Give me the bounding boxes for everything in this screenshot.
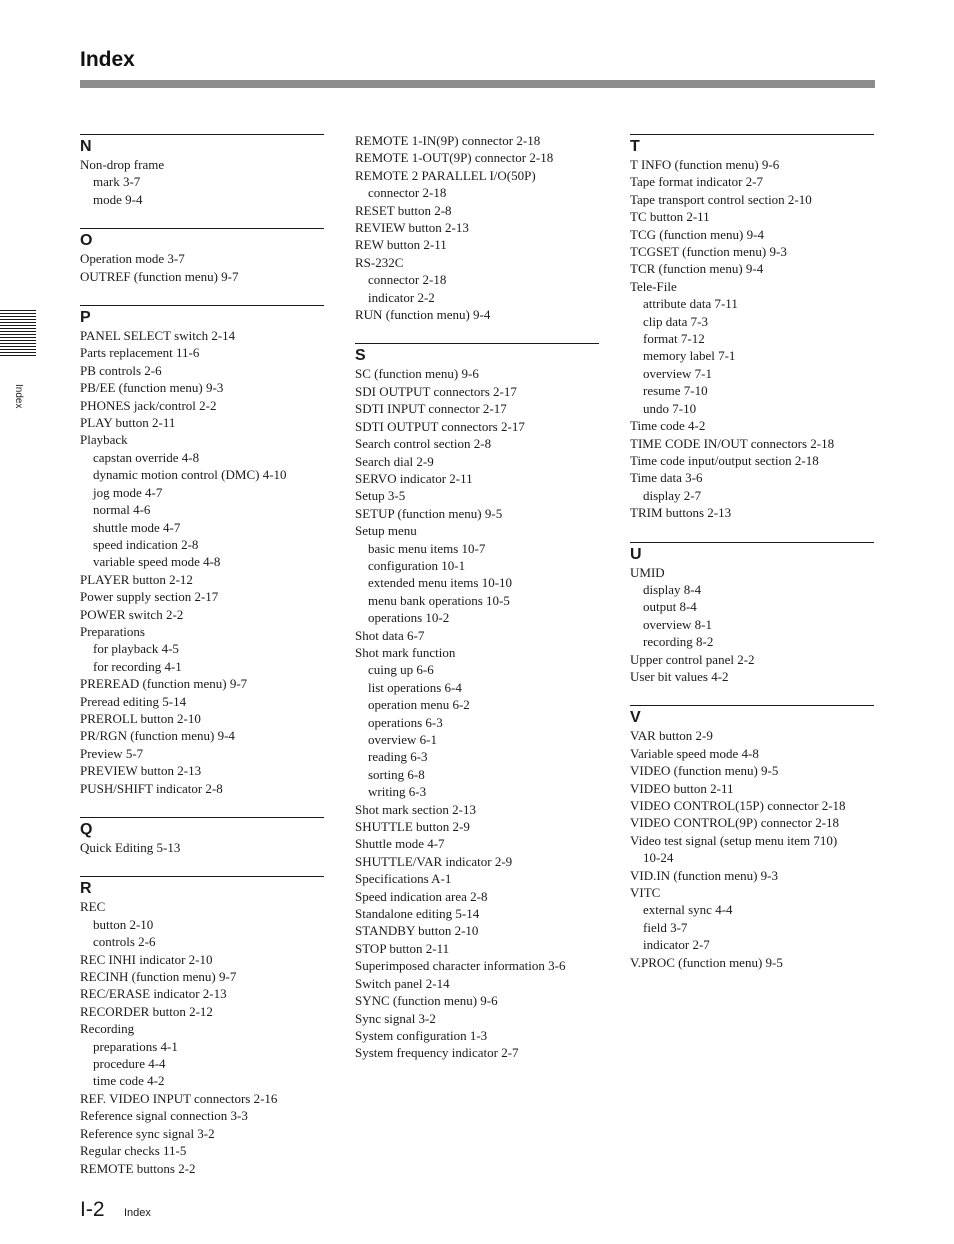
index-subentry: list operations 6-4	[368, 679, 462, 695]
index-entry: Time code input/output section 2-18	[630, 452, 819, 468]
index-subentry: speed indication 2-8	[93, 536, 199, 552]
index-subentry: time code 4-2	[93, 1073, 165, 1089]
index-entry: T INFO (function menu) 9-6	[630, 157, 780, 172]
page-number: I-2	[80, 1198, 105, 1221]
index-entry: RECORDER button 2-12	[80, 1003, 213, 1019]
index-entry-list	[630, 727, 874, 971]
index-entry: Superimposed character information 3-6	[355, 958, 566, 974]
index-entry: 10-24	[643, 850, 674, 866]
index-entry: TRIM buttons 2-13	[630, 505, 732, 521]
index-entry: Search control section 2-8	[355, 436, 492, 452]
index-entry: PLAY button 2-11	[80, 415, 176, 431]
index-entry: REW button 2-11	[355, 237, 447, 253]
index-subentry: output 8-4	[643, 599, 697, 615]
index-subentry: preparations 4-1	[93, 1038, 178, 1054]
index-section-v	[630, 705, 874, 971]
index-entry: Setup menu	[355, 523, 417, 539]
title-rule-bar	[80, 80, 875, 88]
index-entry-list	[80, 250, 324, 285]
index-entry: Variable speed mode 4-8	[630, 745, 759, 761]
index-entry: REVIEW button 2-13	[355, 220, 469, 236]
index-subentry: display 2-7	[643, 487, 702, 503]
index-subentry: controls 2-6	[93, 934, 156, 950]
index-entry: POWER switch 2-2	[80, 606, 184, 622]
index-section-u	[630, 542, 874, 686]
index-subentry: configuration 10-1	[368, 557, 466, 573]
index-entry: VITC	[630, 885, 661, 901]
index-entry: Operation mode 3-7	[80, 251, 185, 267]
index-entry: REMOTE 1-IN(9P) connector 2-18	[355, 133, 541, 148]
index-subentry: format 7-12	[643, 331, 705, 347]
index-section-q	[80, 817, 324, 856]
index-entry: System frequency indicator 2-7	[355, 1045, 519, 1061]
index-entry: UMID	[630, 564, 665, 580]
index-entry: TC button 2-11	[630, 209, 710, 225]
index-entry: Search dial 2-9	[355, 453, 434, 469]
index-subentry: mark 3-7	[93, 174, 141, 190]
index-entry: REC INHI indicator 2-10	[80, 951, 213, 967]
section-letter-heading: V	[630, 709, 641, 727]
index-entry: Tele-File	[630, 278, 677, 294]
index-entry: Shot data 6-7	[355, 627, 425, 643]
index-section-continued	[355, 132, 599, 323]
index-subentry: for recording 4-1	[93, 658, 182, 674]
index-subentry: reading 6-3	[368, 749, 428, 765]
index-entry: REF. VIDEO INPUT connectors 2-16	[80, 1090, 278, 1106]
footer-section-label: Index	[124, 1207, 151, 1219]
index-entry: Parts replacement 11-6	[80, 345, 200, 361]
index-entry: PUSH/SHIFT indicator 2-8	[80, 780, 223, 796]
index-entry-list	[80, 327, 324, 797]
index-entry: SETUP (function menu) 9-5	[355, 505, 503, 521]
index-entry: Speed indication area 2-8	[355, 888, 488, 904]
index-entry-list	[630, 564, 874, 686]
index-entry-list	[355, 365, 599, 1061]
index-entry: PHONES jack/control 2-2	[80, 397, 217, 413]
index-subentry: connector 2-18	[368, 185, 447, 201]
index-entry: Time data 3-6	[630, 470, 703, 486]
index-entry: System configuration 1-3	[355, 1027, 488, 1043]
index-entry: PB controls 2-6	[80, 362, 162, 378]
index-entry: SYNC (function menu) 9-6	[355, 993, 498, 1009]
index-subentry: operation menu 6-2	[368, 697, 470, 713]
index-subentry: memory label 7-1	[643, 348, 736, 364]
index-subentry: external sync 4-4	[643, 902, 733, 918]
index-entry-list	[80, 898, 324, 1177]
index-entry: STANDBY button 2-10	[355, 923, 479, 939]
index-entry-list	[630, 156, 874, 522]
index-subentry: shuttle mode 4-7	[93, 519, 181, 535]
index-entry: Regular checks 11-5	[80, 1143, 187, 1159]
index-entry: Time code 4-2	[630, 418, 706, 434]
index-subentry: cuing up 6-6	[368, 662, 434, 678]
index-subentry: mode 9-4	[93, 191, 143, 207]
index-entry: RUN (function menu) 9-4	[355, 307, 491, 323]
index-entry: VIDEO CONTROL(9P) connector 2-18	[630, 815, 840, 831]
index-entry: TCGSET (function menu) 9-3	[630, 244, 787, 260]
index-section-s	[355, 343, 599, 1061]
index-entry: SHUTTLE/VAR indicator 2-9	[355, 853, 513, 869]
index-entry: SC (function menu) 9-6	[355, 366, 479, 382]
index-section-p	[80, 305, 324, 797]
page-title: Index	[80, 48, 135, 71]
index-entry: PANEL SELECT switch 2-14	[80, 328, 236, 344]
index-entry: VAR button 2-9	[630, 728, 713, 744]
index-subentry: indicator 2-2	[368, 289, 435, 305]
index-subentry: resume 7-10	[643, 383, 708, 399]
index-entry: PR/RGN (function menu) 9-4	[80, 728, 235, 744]
index-entry: User bit values 4-2	[630, 668, 729, 684]
index-entry: VID.IN (function menu) 9-3	[630, 867, 779, 883]
index-entry: Reference sync signal 3-2	[80, 1125, 215, 1141]
index-entry: RS-232C	[355, 254, 404, 270]
index-entry: REMOTE 1-OUT(9P) connector 2-18	[355, 150, 554, 166]
index-entry: V.PROC (function menu) 9-5	[630, 954, 783, 970]
index-entry-list	[80, 839, 324, 856]
section-letter-heading: N	[80, 138, 92, 155]
index-entry: SDTI INPUT connector 2-17	[355, 401, 507, 417]
index-entry: Standalone editing 5-14	[355, 906, 480, 922]
index-subentry: jog mode 4-7	[93, 484, 163, 500]
index-entry: PREROLL button 2-10	[80, 710, 201, 726]
index-subentry: variable speed mode 4-8	[93, 554, 221, 570]
index-subentry: overview 8-1	[643, 616, 712, 632]
section-letter-heading: R	[80, 880, 92, 898]
index-entry: REC/ERASE indicator 2-13	[80, 986, 227, 1002]
index-entry: OUTREF (function menu) 9-7	[80, 268, 239, 284]
index-subentry: connector 2-18	[368, 272, 447, 288]
index-subentry: operations 10-2	[368, 610, 450, 626]
section-letter-heading: U	[630, 545, 642, 563]
index-subentry: dynamic motion control (DMC) 4-10	[93, 467, 287, 483]
index-entry: Preparations	[80, 623, 145, 639]
index-subentry: for playback 4-5	[93, 641, 179, 657]
index-column-1	[80, 134, 324, 1197]
index-entry: Shot mark section 2-13	[355, 801, 476, 817]
index-entry: Shuttle mode 4-7	[355, 836, 445, 852]
index-subentry: sorting 6-8	[368, 766, 425, 782]
index-entry: Recording	[80, 1021, 135, 1037]
index-entry: Power supply section 2-17	[80, 589, 219, 605]
index-entry: VIDEO (function menu) 9-5	[630, 763, 779, 779]
index-entry: Quick Editing 5-13	[80, 840, 181, 855]
side-tab-label: Index	[13, 384, 24, 409]
index-entry: REMOTE 2 PARALLEL I/O(50P)	[355, 167, 536, 183]
index-subentry: button 2-10	[93, 916, 154, 932]
index-entry: Playback	[80, 432, 128, 448]
section-letter-heading: T	[630, 138, 640, 155]
section-letter-heading: S	[355, 347, 366, 365]
index-subentry: capstan override 4-8	[93, 449, 200, 465]
index-section-r	[80, 876, 324, 1177]
index-subentry: overview 6-1	[368, 732, 437, 747]
index-entry: RESET button 2-8	[355, 202, 452, 218]
index-entry: Preview 5-7	[80, 745, 144, 761]
index-entry: VIDEO button 2-11	[630, 780, 734, 796]
index-entry: PREVIEW button 2-13	[80, 763, 202, 779]
index-entry: Specifications A-1	[355, 871, 452, 887]
index-subentry: indicator 2-7	[643, 937, 710, 953]
index-entry: PREREAD (function menu) 9-7	[80, 676, 248, 692]
index-entry: VIDEO CONTROL(15P) connector 2-18	[630, 798, 846, 813]
index-subentry: normal 4-6	[93, 502, 151, 518]
index-entry: Video test signal (setup menu item 710)	[630, 832, 838, 848]
index-subentry: extended menu items 10-10	[368, 575, 513, 591]
index-entry: PLAYER button 2-12	[80, 571, 193, 587]
index-entry: TIME CODE IN/OUT connectors 2-18	[630, 435, 835, 451]
index-entry: RECINH (function menu) 9-7	[80, 969, 237, 985]
index-subentry: clip data 7-3	[643, 313, 708, 329]
index-subentry: undo 7-10	[643, 400, 697, 416]
index-subentry: recording 8-2	[643, 634, 714, 650]
section-letter-heading: O	[80, 232, 93, 250]
index-entry-list	[80, 156, 324, 208]
index-entry: Setup 3-5	[355, 488, 406, 504]
index-entry: REMOTE buttons 2-2	[80, 1160, 196, 1176]
index-entry: REC	[80, 899, 106, 915]
index-entry: TCG (function menu) 9-4	[630, 226, 764, 242]
index-entry: SDTI OUTPUT connectors 2-17	[355, 418, 525, 434]
index-subentry: operations 6-3	[368, 714, 443, 730]
side-thumb-tab	[0, 310, 36, 356]
index-subentry: procedure 4-4	[93, 1056, 166, 1072]
index-subentry: overview 7-1	[643, 365, 712, 381]
index-subentry: display 8-4	[643, 581, 702, 597]
index-entry: Tape transport control section 2-10	[630, 191, 812, 207]
index-entry-list	[355, 132, 599, 323]
index-entry: Switch panel 2-14	[355, 975, 450, 991]
index-entry: TCR (function menu) 9-4	[630, 261, 764, 277]
index-section-t	[630, 134, 874, 522]
index-subentry: attribute data 7-11	[643, 296, 738, 312]
index-entry: PB/EE (function menu) 9-3	[80, 380, 224, 396]
index-entry: Non-drop frame	[80, 157, 165, 172]
section-letter-heading: Q	[80, 821, 93, 838]
index-subentry: writing 6-3	[368, 784, 427, 800]
index-subentry: basic menu items 10-7	[368, 540, 486, 556]
index-entry: SDI OUTPUT connectors 2-17	[355, 383, 517, 399]
index-entry: Reference signal connection 3-3	[80, 1108, 248, 1124]
index-entry: Tape format indicator 2-7	[630, 174, 764, 190]
index-entry: Preread editing 5-14	[80, 693, 187, 709]
index-entry: SERVO indicator 2-11	[355, 470, 473, 486]
index-entry: Shot mark function	[355, 644, 456, 660]
index-column-2	[355, 132, 599, 1082]
index-subentry: field 3-7	[643, 919, 688, 935]
index-entry: Upper control panel 2-2	[630, 651, 755, 667]
index-subentry: menu bank operations 10-5	[368, 592, 510, 608]
index-entry: STOP button 2-11	[355, 940, 450, 956]
index-column-3	[630, 134, 874, 991]
index-section-o	[80, 228, 324, 285]
section-letter-heading: P	[80, 309, 91, 327]
index-section-n	[80, 134, 324, 208]
index-entry: Sync signal 3-2	[355, 1010, 436, 1026]
index-entry: SHUTTLE button 2-9	[355, 819, 470, 835]
